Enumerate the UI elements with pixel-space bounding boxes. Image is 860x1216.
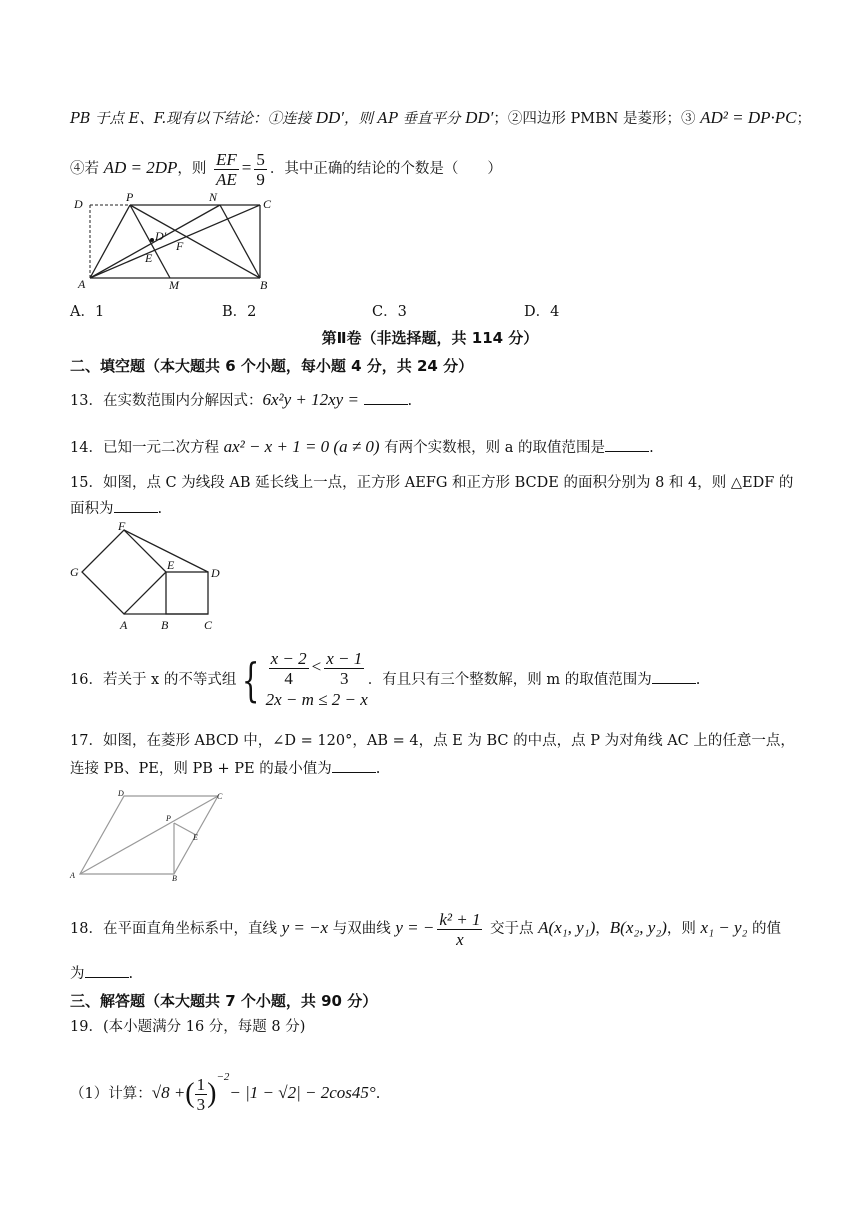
q12-fraction-right: $\frac{5}{9}$: [256, 149, 265, 189]
q12-dd-1: DD′: [315, 108, 345, 127]
q12-option-c: C．3: [372, 304, 407, 320]
q14: [70, 436, 654, 459]
q19-paren-open: (: [185, 1078, 195, 1109]
q12-label-M: M: [169, 278, 179, 292]
q14-text-a: 14．已知一元二次方程: [70, 440, 224, 456]
q12-equals: =: [241, 158, 252, 177]
q12-line1: [70, 107, 811, 130]
q15-label-F: F: [118, 522, 126, 533]
q12-label-Dprime: D′: [155, 229, 167, 243]
q15-label-C: C: [204, 618, 213, 632]
q12-label-A: A: [78, 277, 86, 291]
q17-label-P: P: [166, 814, 171, 823]
q17-label-C: C: [217, 792, 223, 801]
q17-end: .: [375, 761, 381, 777]
q16-fraction-left: $\frac{x - 2}{4}$: [270, 648, 307, 688]
q17-label-D: D: [118, 789, 124, 798]
q18-text-e: 的值: [747, 921, 782, 937]
q13: [70, 389, 412, 412]
q15-line2: [70, 498, 162, 520]
q15-label-D: D: [211, 566, 220, 580]
q17-figure: [66, 786, 236, 882]
q19-end: .: [375, 1086, 381, 1102]
q15-figure: [66, 522, 226, 634]
q17-label-B: B: [172, 874, 177, 882]
q12-dd-2: DD′: [465, 108, 494, 127]
q13-end: .: [407, 393, 413, 409]
q18-text-f: 为: [70, 966, 85, 982]
q16-row1: [266, 648, 368, 688]
q13-expression: 6x²y + 12xy =: [262, 390, 359, 409]
q16-text-b: ．有且只有三个整数解，则 m 的取值范围为: [367, 672, 652, 688]
q15-answer-blank[interactable]: [114, 498, 158, 513]
q12-text-d: ；: [796, 111, 812, 127]
q18-hyperbola-lhs: y = −: [395, 918, 435, 937]
q12-text-a: PB 于点 E、F.现有以下结论：①连接: [70, 111, 316, 127]
q13-text: 13．在实数范围内分解因式：: [70, 393, 263, 409]
q18-line1: [70, 906, 781, 951]
q17-text: 连接 PB、PE，则 PB + PE 的最小值为: [70, 761, 332, 777]
q18-line2: [70, 963, 133, 985]
q19-exponent: −2: [216, 1071, 230, 1083]
q18-point-a: A(x₁, y₁): [538, 918, 596, 937]
q16-answer-blank[interactable]: [652, 669, 696, 684]
q18-text-c: 交于点: [485, 921, 539, 937]
q12-option-d: D．4: [524, 304, 560, 320]
q16-op: <: [311, 657, 322, 677]
q17-label-E: E: [193, 833, 198, 842]
q17-label-A: A: [70, 871, 75, 880]
q19-paren-close: ): [207, 1078, 217, 1109]
q15-end: .: [157, 501, 163, 517]
q13-answer-blank[interactable]: [364, 390, 408, 405]
q14-end: .: [649, 440, 654, 456]
q15-label-E: E: [167, 558, 175, 572]
q19-expr-a: √8 +: [151, 1083, 186, 1102]
q17-line2: [70, 758, 380, 780]
q12-fraction-left: $\frac{EF}{AE}$: [216, 149, 237, 189]
q19-expr-b: − |1 − √2| − 2cos45°: [229, 1083, 376, 1102]
q18-text-d: ，则: [666, 921, 701, 937]
q18-point-b: B(x₂, y₂): [609, 918, 667, 937]
q15-line1: 15．如图，点 C 为线段 AB 延长线上一点，正方形 AEFG 和正方形 BCDE 的面积分别为 8 和 4，则 △EDF 的: [70, 475, 794, 491]
q15-label-A: A: [120, 618, 128, 632]
q12-option-b: B．2: [222, 304, 257, 320]
q16-brace: {: [242, 653, 260, 707]
q12-eq4: AD = 2DP: [103, 158, 178, 177]
q12-label-B: B: [260, 278, 268, 292]
q12-text-g: ．其中正确的结论的个数是（ ）: [269, 161, 502, 177]
q16-fraction-right: $\frac{x - 1}{3}$: [326, 648, 363, 688]
q18-difference: x₁ − y₂: [700, 918, 748, 937]
q19-fraction: $\frac{1}{3}$: [196, 1074, 206, 1114]
q14-answer-blank[interactable]: [605, 437, 649, 452]
q17-line1: 17．如图，在菱形 ABCD 中，∠D = 120°，AB = 4，点 E 为 BC 的中点，点 P 为对角线 AC 上的任意一点，: [70, 733, 795, 749]
q16-row2: 2x − m ≤ 2 − x: [265, 689, 368, 709]
q16-end: .: [695, 672, 701, 688]
q14-text-b: 有两个实数根，则 a 的取值范围是: [379, 440, 606, 456]
q18-hyperbola-fraction: $\frac{\text{k² + 1}}{x}$: [439, 909, 481, 949]
q18-end: .: [128, 966, 134, 982]
q12-label-C: C: [263, 197, 272, 211]
q12-figure: [70, 188, 280, 294]
q19-part1-label: （1）计算：: [70, 1086, 152, 1102]
q18-text-b: 与双曲线: [328, 921, 396, 937]
q15-label-B: B: [161, 618, 169, 632]
q16: [70, 648, 700, 712]
q12-text-e: ④若: [70, 161, 104, 177]
q12-eq3: AD² = DP·PC: [700, 108, 797, 127]
q15-text: 面积为: [70, 501, 114, 517]
q18-text-a: 18．在平面直角坐标系中，直线: [70, 921, 282, 937]
section2-title: 二、填空题（本大题共 6 个小题，每小题 4 分，共 24 分）: [70, 357, 474, 375]
q12-option-a: A．1: [70, 304, 105, 320]
q18-line-equation: y = −x: [281, 918, 329, 937]
q12-line2: [70, 146, 502, 191]
q15-label-G: G: [70, 565, 79, 579]
q19-header: 19．(本小题满分 16 分，每题 8 分): [70, 1019, 306, 1035]
q12-label-P: P: [126, 190, 134, 204]
q17-answer-blank[interactable]: [332, 758, 376, 773]
q16-text-a: 16．若关于 x 的不等式组: [70, 672, 237, 688]
q19-part1: [70, 1053, 380, 1118]
q12-text-f: ，则: [177, 161, 212, 177]
q12-text-b: ，则 AP 垂直平分: [344, 111, 466, 127]
q12-label-N: N: [209, 190, 218, 204]
q18-answer-blank[interactable]: [85, 963, 129, 978]
q12-text-c: ；②四边形 PMBN 是菱形；③: [493, 111, 701, 127]
q16-system: [266, 648, 368, 712]
q12-label-F: F: [176, 239, 184, 253]
part2-title: 第Ⅱ卷（非选择题，共 114 分）: [321, 329, 539, 347]
q12-label-E: E: [145, 251, 153, 265]
section3-title: 三、解答题（本大题共 7 个小题，共 90 分）: [70, 992, 378, 1010]
q12-label-D: D: [74, 197, 83, 211]
q18-sep: ，: [595, 921, 610, 937]
q14-equation: ax² − x + 1 = 0 (a ≠ 0): [223, 437, 380, 456]
